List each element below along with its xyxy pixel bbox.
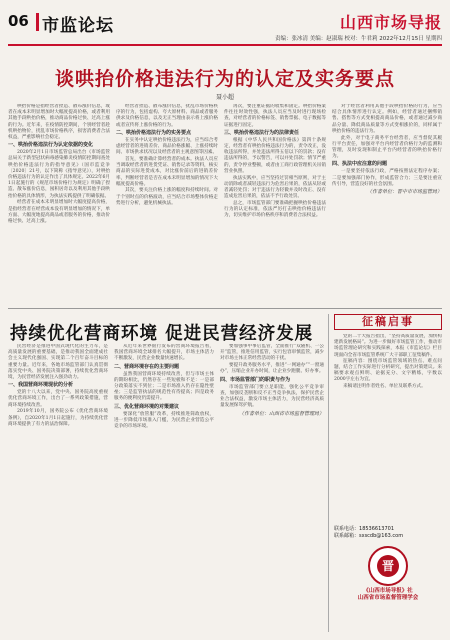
article1-title: 谈哄抬价格违法行为的认定及实务要点 bbox=[54, 68, 395, 90]
sidebar-title: 征稿启事 bbox=[334, 314, 442, 330]
paragraph: 来稿请注明作者姓名、单位及联系方式。 bbox=[343, 383, 426, 389]
paragraph: 执法实践中，应当坚持过罚相当原则，对于主动消除或者减轻违法行为危害后果的，依法从轻或者减轻处罚；对于违法行为轻微并及时改正、没有造成危害后果的，依法不予行政处罚。 bbox=[224, 175, 326, 200]
subheading: 一、哄抬价格违法行为认定依据的变化 bbox=[8, 142, 94, 149]
phone-label: 联系电话： bbox=[334, 526, 360, 532]
subheading: 四、执法中应注意的问题 bbox=[332, 161, 388, 168]
sidebar-body bbox=[334, 334, 442, 522]
paragraph: 根据《中华人民共和国价格法》第四十条规定，经营者有哄抬价格违法行为的，责令改正，没收违法所得，并处违法所得五倍以下的罚款；没有违法所得的，予以警告，可以并处罚款；情节严重的，责令停业整顿，或者由工商行政管理机关吊销营业执照。 bbox=[224, 137, 326, 174]
subheading: 四、市场监管部门的职责与作为 bbox=[220, 376, 291, 383]
paragraph: 对于经营者利用其他手段哄抬价格的行为，应当结合具体情形进行认定。例如，经营者通过捆绑销售、搭售等方式变相提高商品价格，或者通过减少商品分量、降低商品质量等方式变相涨价的，同样属于哄抬价格的违法行为。 bbox=[332, 104, 442, 134]
sidebar-rule bbox=[328, 314, 329, 632]
author-affiliation: （作者单位：晋中市市场监管局） bbox=[366, 189, 442, 196]
subheading: 二、营商环境存在的主要问题 bbox=[114, 363, 180, 370]
paragraph: 首先，要准确计算经营者的成本。执法人员应当调取经营者的进货凭证、销售记录等资料，核实商品的实际进货成本，对比涨价前后的进销差价率，判断经营者是否在成本未明显增加的情况下大幅度提高价格。 bbox=[116, 156, 218, 187]
paragraph: 要提升政务服务水平，推进“一网通办”“一窗通办”，压缩企业开办时间，让企业少跑腿、好办事。 bbox=[220, 363, 324, 375]
section-divider bbox=[8, 308, 442, 309]
paragraph: 此外，对于电子商务平台经营者，应当督促其履行平台责任，加强对平台内经营者价格行为的监测和管理，及时发现和制止平台内经营者的哄抬价格行为。 bbox=[332, 135, 442, 160]
paragraph: 在实务中认定哄抬价格违法行为，应当综合考虑经营者的进销差价、商品价格涨幅、上涨持续时间、市场供求状况以及经营者的主观意图等因素。 bbox=[116, 137, 218, 156]
subheading: 三、哄抬价格违法行为的法律责任 bbox=[224, 129, 300, 136]
paper-name: 山西市场导报 bbox=[339, 13, 442, 32]
paragraph: 一是要坚持依法行政，严格按照法定程序办案；二是要加强部门协作，形成监管合力；三是要注重宣传引导，营造良好的社会氛围。 bbox=[332, 169, 442, 187]
logo-caption-line-1: 《山西市场导报》社 bbox=[363, 588, 413, 594]
author-affiliation: （作者单位：山西省市场监督管理局） bbox=[238, 410, 324, 417]
article2-column-1 bbox=[8, 344, 108, 632]
article1-column-3 bbox=[224, 104, 326, 302]
association-logo bbox=[368, 546, 408, 586]
subheading: 一、我国营商环境现状的分析 bbox=[8, 382, 74, 389]
masthead-rule bbox=[8, 44, 442, 46]
paragraph: 虽然我国营商环境持续改善，但与市场主体的期盼相比，仍然存在一些短板和不足：一是部分政策落实不到位；二是市场准入仍存在隐性壁垒；三是监管执法的规范性有待提高；四是政务服务的便利度仍需提升。 bbox=[114, 371, 214, 402]
paragraph: 2020年2月1日市场监管总局出台《市场监管总局关于新型冠状病毒感染肺炎疫情防控期间查处哄抬价格违法行为的指导意见》（国市监竞争〔2020〕21号，以下简称《指导意见》），对哄抬价格违法行为的认定作出了具体规定。2022年6月1日起施行的《规范市场价格行为规定》明确了捏造、散布涨价信息，囤积居奇以及利用其他手段哄抬价格的具体情形，为执法实践提供了明确依据。 bbox=[8, 150, 110, 199]
page-number: 06 bbox=[8, 12, 29, 30]
article2-title: 持续优化营商环境 促进民营经济发展 bbox=[10, 324, 314, 344]
masthead bbox=[8, 8, 442, 48]
logo-caption bbox=[334, 588, 442, 602]
phone-number: 18536613701 bbox=[359, 526, 395, 532]
paragraph: 经营者捏造、散布涨价信息，扰乱市场价格秩序的行为，包括虚构、夸大原材料、商品或者服务供求及价格信息，以及无正当理由表示将上涨价格或者宣传将上涨价格的行为。 bbox=[116, 104, 218, 128]
article2-column-3 bbox=[220, 344, 324, 632]
paragraph: 要加强事中事后监管，全面推行“双随机、一公开”监管，推进信用监管，实行包容审慎监管，减少对市场主体正常经营活动的干扰。 bbox=[220, 344, 324, 362]
paragraph: 其次，要关注价格上涨的幅度和持续时间。对于个别时点的价格波动，应当结合市场整体价格走势进行分析，避免机械执法。 bbox=[116, 188, 218, 206]
paragraph: 要深化“放管服”改革，持续推进简政放权，进一步降低市场准入门槛，为民营企业营造公平竞争的市场环境。 bbox=[114, 411, 214, 430]
subheading: 三、优化营商环境的对策建议 bbox=[114, 403, 180, 410]
paragraph: 哄抬价格是指经营者捏造、散布涨价信息，或者在成本未明显增加时大幅度提高价格，或者利用其他手段哄抬价格，推动商品价格过快、过高上涨的行为。近年来，在疫情防控期间，个别经营者趁机哄抬物价，扰乱市场价格秩序，损害消费者合法权益，严重影响社会稳定。 bbox=[8, 104, 110, 141]
email-address: sxscdb@163.com bbox=[359, 533, 404, 539]
email-label: 联系邮箱： bbox=[334, 533, 360, 539]
paragraph: 民营经济是推进中国式现代化的生力军，是高质量发展的重要基础，是推动我国全面建成社会主义现代化强国、实现第二个百年奋斗目标的重要力量。近年来，各地市场监管部门认真贯彻落实党中央、国务院决策部署，持续优化营商环境，为民营经济发展注入强劲动力。 bbox=[8, 344, 108, 381]
sidebar-contact bbox=[334, 526, 442, 540]
section-marker bbox=[36, 13, 39, 31]
article2-column-2 bbox=[114, 344, 214, 632]
call-for-papers-sidebar bbox=[334, 314, 442, 632]
logo-caption-line-2: 山西省市场监督管理学会 bbox=[357, 595, 419, 601]
masthead-info: 责编：张冰清 美编：赵淑瑞 校对：牛君莉 2022年12月15日 星期四 bbox=[275, 36, 442, 42]
paragraph: 再次，要注重证据的收集和固定。哄抬价格案件往往时效性强，执法人员应当及时进行现场检查，对经营者的价格标签、销售票据、电子数据等证据进行固定。 bbox=[224, 104, 326, 128]
paragraph: 市场监管部门要立足职能，强化公平竞争审查，加强反垄断和反不正当竞争执法，保护民营企业合法权益，激发市场主体活力，为民营经济高质量发展保驾护航。 bbox=[220, 384, 324, 409]
paragraph: 总之，市场监管部门要准确把握哄抬价格违法行为的认定标准，依法严厉打击哄抬价格违法行为，切实维护市场价格秩序和消费者合法权益。 bbox=[224, 200, 326, 219]
subheading: 二、哄抬价格违法行为的实务要点 bbox=[116, 129, 192, 136]
paragraph: 从近年来世界银行发布的营商环境报告看，我国营商环境全球排名大幅提升，市场主体活力不断激发，民营企业数量快速增长。 bbox=[114, 344, 214, 362]
paragraph: 党的二十大报告指出，“坚持高质量发展，加快构建新发展格局”。为进一步做好市场监管工作，推动市场监管理论研究和实践探索，本报《市监论坛》栏目现面向全省市场监管系统广大干部职工征集稿件。 bbox=[334, 334, 442, 358]
article1-column-2 bbox=[116, 104, 218, 302]
paragraph: 党的十八大以来，党中央、国务院高度重视优化营商环境工作，出台了一系列政策措施，营商环境持续改善。 bbox=[8, 390, 108, 408]
article1-column-4 bbox=[332, 104, 442, 302]
paragraph: 经营者在成本未明显增加时大幅度提高价格，是指经营者在经营成本没有明显增加的情况下，单方面、大幅度地提高商品或者服务的价格，推动价格过快、过高上涨。 bbox=[8, 200, 110, 224]
paragraph: 征稿内容：围绕市场监管领域的热点、难点问题，结合工作实际进行分析研究，提出对策建议。来稿要求观点鲜明、论据充分、文字精练，字数以2000字左右为宜。 bbox=[334, 358, 442, 383]
paragraph: 2019年10月，国务院公布《优化营商环境条例》，自2020年1月1日起施行，为持续优化营商环境提供了有力的法治保障。 bbox=[8, 409, 108, 427]
section-title: 市监论坛 bbox=[42, 16, 114, 36]
article1-column-1 bbox=[8, 104, 110, 302]
logo-emblem: 晋 bbox=[377, 555, 399, 577]
article1-author: 聂小超 bbox=[215, 94, 234, 101]
